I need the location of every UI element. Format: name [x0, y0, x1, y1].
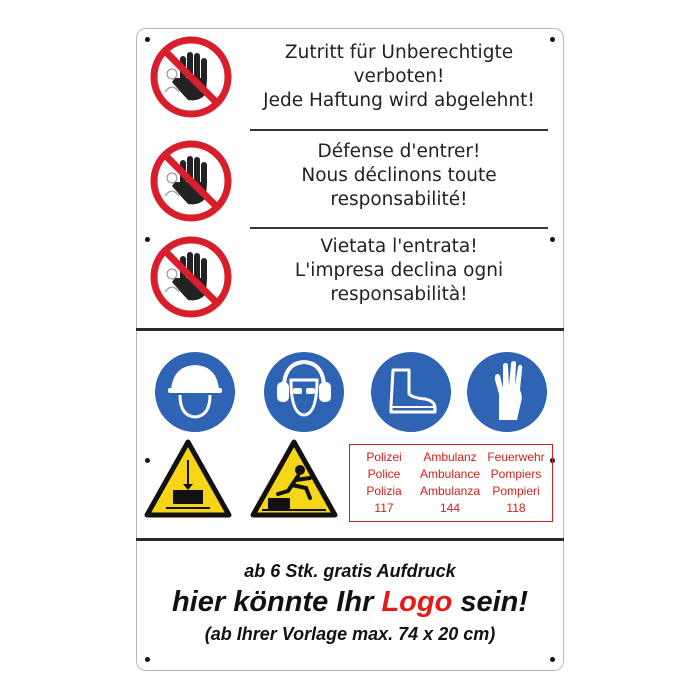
warning-line: Nous déclinons toute [301, 165, 497, 186]
ambulance-column [417, 449, 483, 517]
warning-line: Vietata l'entrata! [320, 236, 478, 257]
warning-line: Jede Haftung wird abgelehnt! [263, 90, 535, 111]
emergency-label: Police [367, 467, 401, 481]
emergency-label: Feuerwehr [487, 450, 545, 464]
promo-size-note: (ab Ihrer Vorlage max. 74 x 20 cm) [204, 624, 496, 644]
warning-line: Zutritt für Unberechtigte [284, 42, 514, 63]
emergency-label: Ambulanza [419, 484, 481, 498]
section-divider [136, 538, 564, 541]
warning-text-italian [250, 235, 548, 307]
section-divider [136, 328, 564, 331]
suspended-load-icon [142, 436, 234, 522]
divider-line [250, 227, 548, 229]
warning-line: responsabilité! [330, 189, 468, 210]
police-column [351, 449, 417, 517]
mounting-hole [550, 37, 555, 42]
emergency-label: Ambulanz [423, 450, 477, 464]
emergency-number: 144 [439, 501, 461, 515]
warning-line: verboten! [353, 66, 445, 87]
emergency-number: 117 [374, 501, 394, 515]
mounting-hole [145, 657, 150, 662]
no-entry-hand-icon [150, 36, 232, 118]
no-entry-hand-icon [150, 236, 232, 318]
safety-boot-icon [369, 350, 453, 434]
gloves-icon [465, 350, 549, 434]
warning-line: L'impresa declina ogni [294, 260, 504, 281]
warning-text-german [250, 41, 548, 113]
warning-text-french [250, 140, 548, 212]
fire-brigade-column [483, 449, 549, 517]
emergency-number: 118 [506, 501, 526, 515]
promo-suffix: sein! [452, 586, 529, 618]
mounting-hole [550, 237, 555, 242]
divider-line [250, 129, 548, 131]
ear-protection-icon [262, 350, 346, 434]
emergency-label: Pompiers [490, 467, 542, 481]
warning-line: responsabilità! [330, 284, 468, 305]
emergency-numbers-table [349, 444, 553, 522]
fall-hazard-icon [248, 436, 340, 522]
mounting-hole [550, 657, 555, 662]
no-entry-hand-icon [150, 140, 232, 222]
hard-hat-icon [153, 350, 237, 434]
emergency-label: Polizei [366, 450, 402, 464]
emergency-label: Pompieri [492, 484, 540, 498]
promo-logo-text [136, 586, 564, 619]
emergency-label: Ambulance [419, 467, 481, 481]
warning-line: Défense d'entrer! [317, 141, 481, 162]
emergency-label: Polizia [366, 484, 402, 498]
promo-prefix: hier könnte Ihr [171, 586, 382, 618]
promo-logo-highlight: Logo [381, 586, 453, 618]
promo-offer-text: ab 6 Stk. gratis Aufdruck [244, 561, 456, 581]
